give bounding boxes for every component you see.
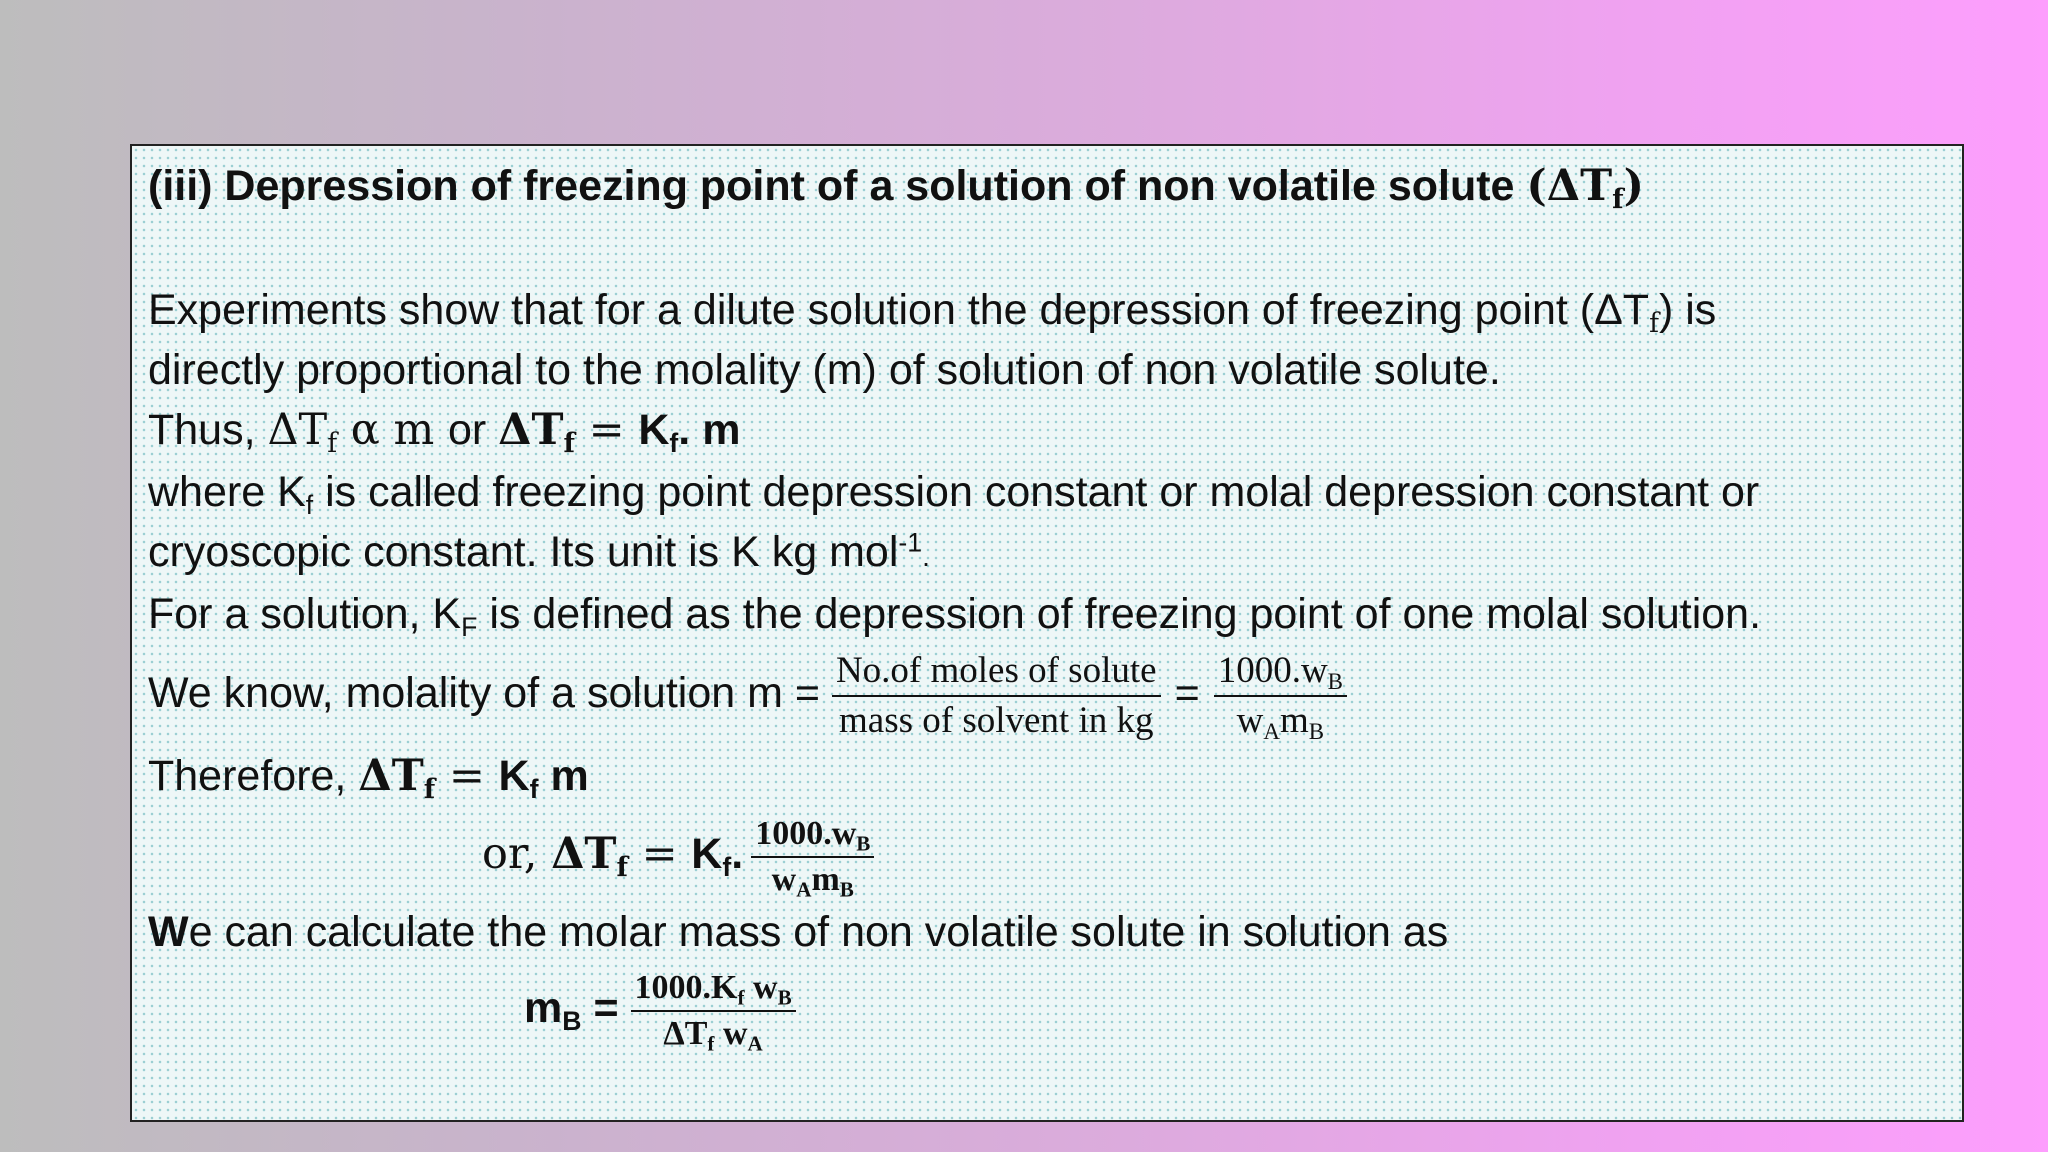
- thus-text: Thus,: [148, 406, 268, 454]
- where-text-a: where K: [148, 468, 306, 516]
- unit-sup: -1: [898, 527, 923, 558]
- mb-equals: =: [581, 984, 631, 1032]
- or-equals: =: [627, 829, 692, 879]
- mb-den-delta: ΔT: [663, 1014, 708, 1052]
- calc-bold-w: W: [148, 908, 189, 956]
- molality-text: We know, molality of a solution m =: [148, 669, 832, 717]
- or-den-sub-b: B: [839, 876, 854, 901]
- molality-line: [148, 646, 1347, 743]
- section-heading: [148, 160, 1644, 215]
- thus-line: [148, 404, 741, 459]
- molality-fraction-2: [1214, 649, 1347, 743]
- mb-fraction-numerator: [631, 968, 796, 1012]
- or-kf: [691, 830, 744, 882]
- mb-num-sub-f: f: [737, 984, 745, 1009]
- or-fraction-numerator: [751, 814, 874, 858]
- therefore-delta: ΔT: [358, 751, 424, 801]
- where-text-b: is called freezing point depression constant or molal depression constant or: [313, 468, 1760, 516]
- or-text: or,: [482, 829, 552, 879]
- where-line: [148, 466, 1759, 518]
- kf-definition-line: [148, 588, 1761, 640]
- mb-sub: B: [562, 1005, 582, 1036]
- para1-sub: f: [1649, 307, 1659, 339]
- or-line: [482, 806, 874, 902]
- heading-symbol-close: ): [1623, 161, 1644, 211]
- mb-formula-line: [524, 960, 796, 1056]
- mb-den-sub-a: A: [747, 1030, 763, 1055]
- thus-formula-2: [498, 405, 575, 459]
- thus-k: K: [638, 406, 670, 454]
- mb-symbol: [524, 984, 631, 1036]
- therefore-equals: =: [435, 751, 499, 801]
- thus-alpha: α m: [337, 405, 448, 455]
- fraction-2-numerator: [1214, 649, 1347, 697]
- or-fraction-denominator: [768, 858, 858, 900]
- or-delta: ΔT: [551, 829, 617, 879]
- para1-text-a: Experiments show that for a dilute solution the depression of freezing point (ΔT: [148, 286, 1650, 334]
- thus-or: or: [447, 406, 499, 454]
- thus-sub-2: f: [563, 427, 575, 459]
- mb-num-sub-b: B: [777, 984, 792, 1009]
- fraction-2-den-w: w: [1236, 699, 1264, 741]
- therefore-k: K: [498, 752, 530, 800]
- fraction-2-den-sub-b: B: [1308, 718, 1325, 744]
- fraction-1-denominator: mass of solvent in kg: [839, 699, 1154, 741]
- para1-line2-text: directly proportional to the molality (m) of solution of non volatile solute.: [148, 346, 1501, 394]
- mb-fraction: [631, 968, 796, 1054]
- therefore-text: Therefore,: [148, 752, 359, 800]
- fraction-2-num-text: 1000.w: [1217, 649, 1328, 691]
- or-den-m: m: [811, 860, 840, 898]
- unit-tail: .: [922, 541, 930, 572]
- where-sub: f: [305, 489, 314, 520]
- molality-equals: =: [1174, 669, 1200, 717]
- thus-formula-1: [267, 405, 448, 459]
- mb-m: m: [524, 984, 563, 1032]
- molality-fraction-1: [832, 649, 1161, 743]
- mb-fraction-denominator: [659, 1012, 766, 1054]
- or-den-w: w: [771, 860, 797, 898]
- content-box: [130, 144, 1964, 1122]
- heading-text: (iii) Depression of freezing point of a solution of non volatile solute: [148, 162, 1527, 210]
- mb-num-w: w: [744, 968, 778, 1006]
- or-k-sub: f: [722, 851, 732, 882]
- or-k: K: [691, 830, 723, 878]
- therefore-k-sub: f: [529, 773, 539, 804]
- fraction-1-numerator: No.of moles of solute: [832, 649, 1161, 697]
- heading-symbol-delta: (ΔT: [1526, 161, 1613, 211]
- heading-symbol-sub: f: [1612, 183, 1624, 215]
- fraction-2-den-sub-a: A: [1263, 718, 1280, 744]
- calc-line: [148, 906, 1448, 958]
- kf-sub: F: [461, 611, 478, 642]
- thus-k-sub: f: [669, 427, 679, 458]
- para1-text-b: ) is: [1658, 286, 1717, 334]
- thus-m: . m: [678, 406, 741, 454]
- or-sub: f: [616, 851, 628, 883]
- thus-equals: =: [574, 405, 639, 455]
- heading-symbol: [1526, 161, 1644, 215]
- or-formula: [551, 829, 628, 883]
- therefore-m: m: [538, 752, 589, 800]
- calc-text: e can calculate the molar mass of non volatile solute in solution as: [188, 908, 1449, 956]
- paragraph-line-2: [148, 344, 1501, 396]
- or-num-sub: B: [856, 830, 871, 855]
- thus-sub-1: f: [327, 427, 338, 459]
- therefore-sub: f: [423, 773, 436, 805]
- mb-num-text: 1000.K: [634, 968, 738, 1006]
- fraction-2-den-m: m: [1279, 699, 1309, 741]
- mb-den-w: w: [714, 1014, 748, 1052]
- fraction-2-num-sub: B: [1327, 668, 1343, 694]
- or-fraction: [751, 814, 874, 900]
- unit-text: cryoscopic constant. Its unit is K kg mol: [148, 528, 899, 576]
- or-num-text: 1000.w: [755, 814, 857, 852]
- kf-text-b: is defined as the depression of freezing point of one molal solution.: [477, 590, 1762, 638]
- or-den-sub-a: A: [796, 876, 812, 901]
- fraction-2-denominator: [1233, 697, 1328, 743]
- therefore-formula: [358, 751, 436, 805]
- thus-delta-1: ΔT: [267, 405, 328, 455]
- thus-kf: [638, 406, 741, 458]
- therefore-line: [148, 750, 589, 805]
- thus-delta-2: ΔT: [498, 405, 564, 455]
- paragraph-line-1: [148, 284, 1717, 339]
- therefore-kf: [498, 752, 589, 804]
- mb-den-sub-f: f: [707, 1030, 715, 1055]
- kf-text-a: For a solution, K: [148, 590, 462, 638]
- unit-line: [148, 526, 930, 583]
- or-dot: .: [731, 830, 744, 878]
